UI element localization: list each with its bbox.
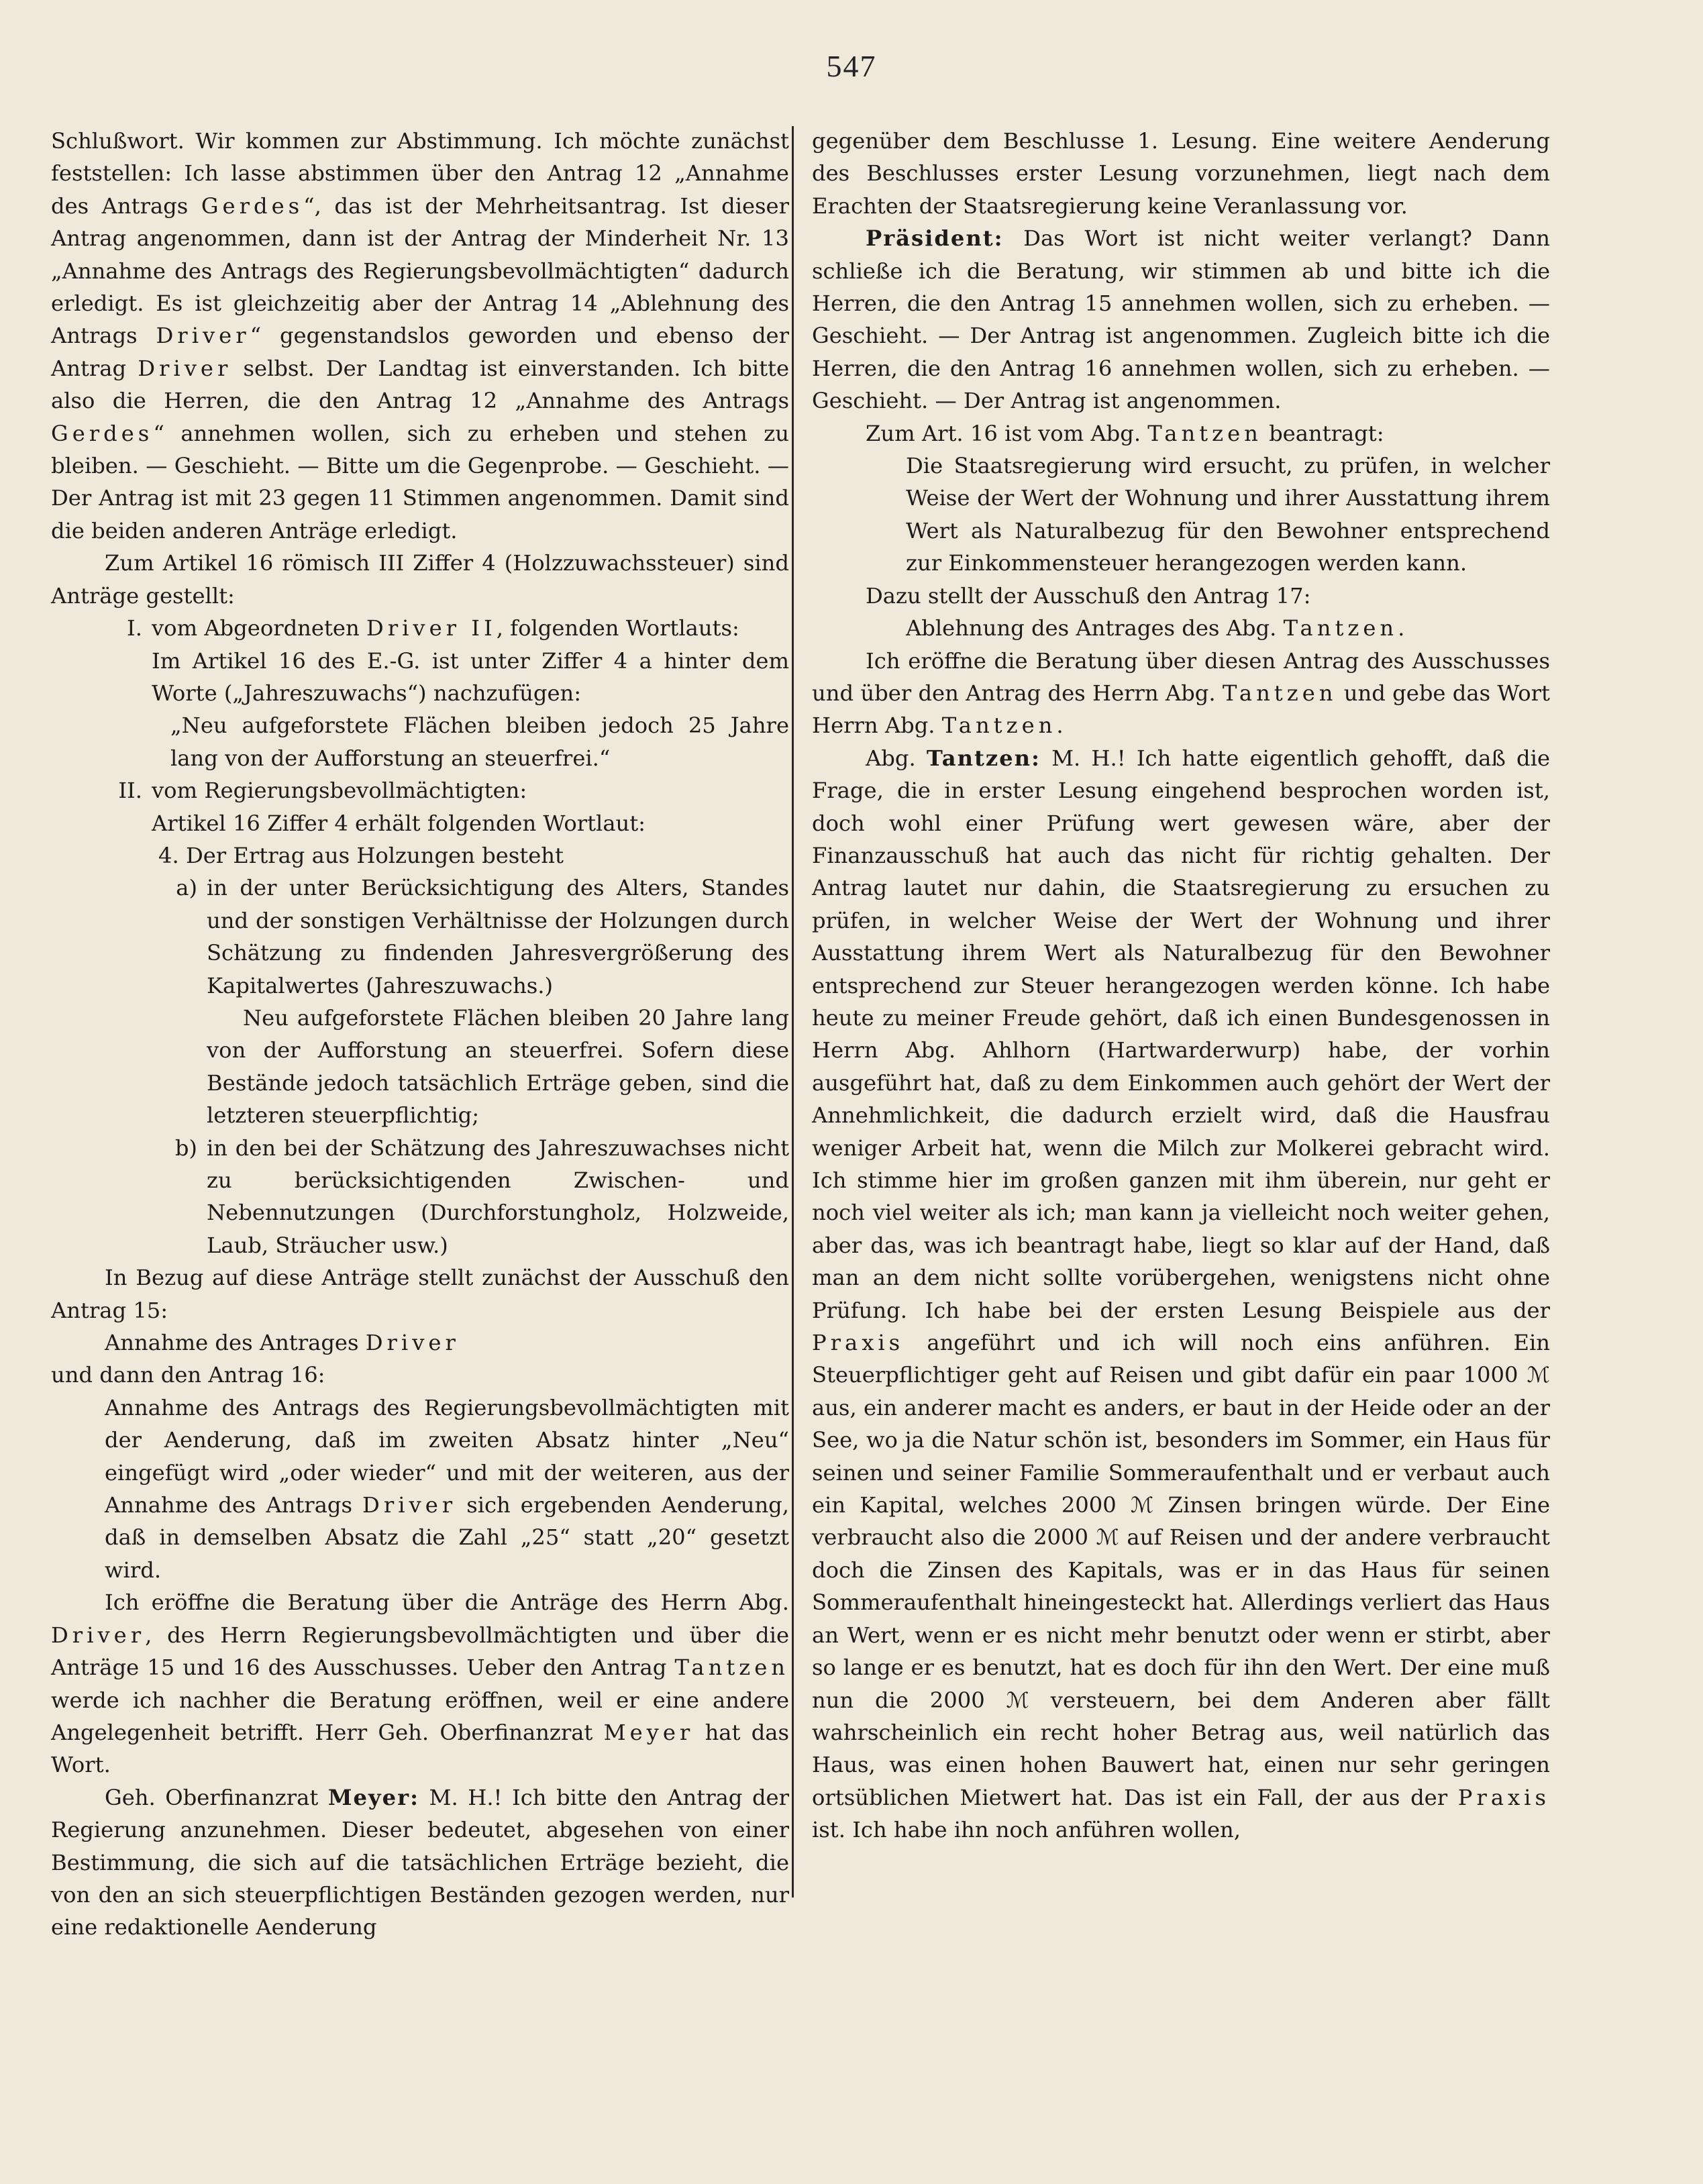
antrag-15-text: Annahme des Antrages Driver — [105, 1330, 460, 1356]
antrag-17-text: Ablehnung des Antrages des Abg. Tantzen. — [906, 615, 1409, 641]
antrag-regierung: II. vom Regierungsbevollmächtigten: Artikel 16 Ziffer 4 erhält folgenden Wortlaut: 4. Der Ertrag aus Holzungen besteht — [51, 774, 789, 872]
name-driver: Driver — [138, 355, 232, 381]
name-tantzen: Tantzen. — [1283, 615, 1409, 641]
paragraph-beratung: Ich eröffne die Beratung über die Anträge des Herrn Abg. Driver, des Herrn Regierungsbevollmächtigten und über die Anträge 15 und 16 des Ausschusses. Ueber den Antrag Tantzen werde ich nachher die Beratung eröffnen, weil er eine andere Angelegenheit betrifft. Herr Geh. Oberfinanzrat Meyer hat das Wort. — [51, 1590, 790, 1778]
speaker-praesident: Präsident: — [866, 225, 1004, 252]
right-column — [812, 125, 1550, 1847]
item-a: a) in der unter Berücksichtigung des Alters, Standes und der sonstigen Verhältnisse der Holzungen durch Schätzung zu findenden Jahresvergrößerung des Kapitalwertes (Jahreszuwachs.) Neu aufgeforstete Flächen bleiben 20 Jahre lang von der Aufforstung an steuerfrei. Sofern diese Bestände jedoch tatsächlich Erträge geben, sind die letzteren steuerpflichtig; — [51, 872, 789, 1131]
paragraph-artikel-16: Zum Artikel 16 römisch III Ziffer 4 (Holzzuwachssteuer) sind Anträge gestellt: — [51, 550, 789, 609]
name-driver: Driver — [362, 1492, 457, 1518]
paragraph-tantzen-speech: Abg. Tantzen: M. H.! Ich hatte eigentlich gehofft, daß die Frage, die in erster Lesung eingehend besprochen worden ist, doch wohl einer Prüfung wert gewesen wäre, aber der Finanzausschuß hat auch das nicht für richtig gehalten. Der Antrag lautet nur dahin, die Staatsregierung zu ersuchen zu prüfen, in welcher Weise der Wert der Wohnung und ihrer Ausstattung ihrem Wert als Naturalbezug für den Bewohner entsprechend zur Steuer herangezogen werden könne. Ich habe heute zu meiner Freude gehört, daß ich einen Bundesgenossen in Herrn Abg. Ahlhorn (Hartwarderwurp) habe, der vorhin ausgeführt hat, daß zu dem Einkommen auch gehört der Wert der Annehmlichkeit, die dadurch erzielt wird, daß die Hausfrau weniger Arbeit hat, wenn die Milch zur Molkerei gebracht wird. Ich stimme hier im großen ganzen mit ihm überein, nur geht er noch viel weiter als ich; man kann ja vielleicht noch weiter gehen, aber das, was ich beantragt habe, liegt so klar auf der Hand, daß man an dem nicht sollte vorübergehen, wenigstens nicht ohne Prüfung. Ich habe bei der ersten Lesung Beispiele aus der Praxis angeführt und ich will noch eins anführen. Ein Steuerpflichtiger geht auf Reisen und gibt dafür ein paar 1000 ℳ aus, ein anderer macht es anders, er baut in der Heide oder an der See, wo ja die Natur schön ist, besonders im Sommer, ein Haus für seinen und seiner Familie Sommeraufenthalt und er verbaut auch ein Kapital, welches 2000 ℳ Zinsen bringen würde. Der Eine verbraucht also die 2000 ℳ auf Reisen und der andere verbraucht doch die Zinsen des Kapitals, was er in das Haus für seinen Sommeraufenthalt hineingesteckt hat. Allerdings verliert das Haus an Wert, wenn er es nicht mehr benutzt oder wenn er stirbt, aber so lange er es benutzt, hat es doch für ihn den Wert. Der eine muß nun die 2000 ℳ versteuern, bei dem Anderen aber fällt wahrscheinlich ein recht hoher Betrag aus, weil natürlich das Haus, was einen hohen Bauwert hat, einen nur sehr geringen ortsüblichen Mietwert hat. Das ist ein Fall, der aus der Praxis ist. Ich habe ihn noch anführen wollen, — [812, 745, 1551, 1843]
paragraph-continuation: gegenüber dem Beschlusse 1. Lesung. Eine weitere Aenderung des Beschlusses erster Lesung vorzunehmen, liegt nach dem Erachten der Staatsregierung keine Veranlassung vor. — [812, 128, 1550, 219]
paragraph-ausschuss-antrag-15: In Bezug auf diese Anträge stellt zunächst der Ausschuß den Antrag 15: — [51, 1265, 789, 1323]
name-tantzen: Tantzen — [1147, 420, 1262, 446]
name-driver: Driver — [156, 323, 250, 349]
speaker-tantzen: Tantzen: — [926, 745, 1041, 771]
roman-numeral-i: I. — [127, 615, 142, 641]
antrag-16-text: Annahme des Antrags des Regierungsbevollmächtigten mit der Aenderung, daß im zweiten Absatz hinter „Neu“ eingefügt wird „oder wieder“ und mit der weiteren, aus der Annahme des Antrags Driver sich ergebenden Aenderung, daß in demselben Absatz die Zahl „25“ statt „20“ gesetzt wird. — [105, 1394, 790, 1583]
speaker-meyer: Meyer: — [327, 1784, 419, 1810]
antrag-driver: I. vom Abgeordneten Driver II, folgenden Wortlauts: Im Artikel 16 des E.-G. ist unter Ziffer 4 a hinter dem Worte („Jahreszuwachs“) nachzufügen: „Neu aufgeforstete Flächen bleiben jedoch 25 Jahre lang von der Aufforstung an steuerfrei.“ — [51, 612, 789, 774]
name-tantzen: Tantzen — [674, 1655, 789, 1681]
name-driver-ii: Driver II — [366, 615, 497, 641]
paragraph-antrag-17: Dazu stellt der Ausschuß den Antrag 17: — [866, 582, 1311, 609]
roman-numeral-ii: II. — [118, 778, 142, 804]
item-label-b: b) — [174, 1135, 197, 1161]
paragraph-schlusswort: Schlußwort. Wir kommen zur Abstimmung. Ich möchte zunächst feststellen: Ich lasse abstimmen über den Antrag 12 „Annahme des Antrags Gerdes“, das ist der Mehrheitsantrag. Ist dieser Antrag angenommen, dann ist der Antrag der Minderheit Nr. 13 „Annahme des Antrags des Regierungsbevollmächtigten“ dadurch erledigt. Es ist gleichzeitig aber der Antrag 14 „Ablehnung des Antrags Driver“ gegenstandslos geworden und ebenso der Antrag Driver selbst. Der Landtag ist einverstanden. Ich bitte also die Herren, die den Antrag 12 „Annahme des Antrags Gerdes“ annehmen wollen, sich zu erheben und stehen zu bleiben. — Geschieht. — Bitte um die Gegenprobe. — Geschieht. — Der Antrag ist mit 23 gegen 11 Stimmen angenommen. Damit sind die beiden anderen Anträge erledigt. — [51, 128, 790, 543]
name-driver: Driver — [51, 1622, 146, 1648]
page-number: 547 — [826, 49, 877, 83]
name-gerdes: Gerdes — [51, 420, 154, 446]
word-praxis: Praxis — [1457, 1784, 1550, 1810]
item-b: b) in den bei der Schätzung des Jahreszuwachses nicht zu berücksichtigenden Zwischen- und Nebennutzungen (Durchforstungholz, Holzweide, Laub, Sträucher usw.) — [51, 1132, 789, 1262]
name-tantzen: Tantzen — [1222, 680, 1337, 706]
name-meyer: Meyer — [603, 1719, 694, 1745]
paragraph-art-16-tantzen: Zum Art. 16 ist vom Abg. Tantzen beantragt: — [866, 420, 1384, 446]
item-label-a: a) — [176, 875, 197, 901]
left-column — [51, 125, 789, 1944]
name-driver: Driver — [365, 1330, 460, 1356]
name-gerdes: Gerdes — [201, 193, 304, 219]
name-tantzen: Tantzen. — [941, 713, 1068, 739]
word-praxis: Praxis — [812, 1330, 905, 1356]
antrag-tantzen-text: Die Staatsregierung wird ersucht, zu prüfen, in welcher Weise der Wert der Wohnung und ihrer Ausstattung ihrem Wert als Naturalbezug für den Bewohner entsprechend zur Einkommensteuer herangezogen werden kann. — [906, 453, 1550, 576]
paragraph-praesident: Präsident: Das Wort ist nicht weiter verlangt? Dann schließe ich die Beratung, wir stimmen ab und bitte ich die Herren, die den Antrag 15 annehmen wollen, sich zu erheben. — Geschieht. — Der Antrag ist angenommen. Zugleich bitte ich die Herren, die den Antrag 16 annehmen wollen, sich zu erheben. — Geschieht. — Der Antrag ist angenommen. — [812, 225, 1550, 414]
quote-driver: „Neu aufgeforstete Flächen bleiben jedoch 25 Jahre lang von der Aufforstung an steuerfrei.“ — [170, 713, 789, 771]
paragraph-antrag-16: und dann den Antrag 16: — [51, 1362, 325, 1388]
column-divider — [792, 126, 794, 1897]
paragraph-meyer-speech: Geh. Oberfinanzrat Meyer: M. H.! Ich bitte den Antrag der Regierung anzunehmen. Dieser bedeutet, abgesehen von einer Bestimmung, die sich auf die tatsächlichen Erträge bezieht, die von den an sich steuerpflichtigen Beständen gezogen werden, nur eine redaktionelle Aenderung — [51, 1784, 789, 1940]
paragraph-beratung-tantzen: Ich eröffne die Beratung über diesen Antrag des Ausschusses und über den Antrag des Herrn Abg. Tantzen und gebe das Wort Herrn Abg. Tantzen. — [812, 647, 1550, 739]
